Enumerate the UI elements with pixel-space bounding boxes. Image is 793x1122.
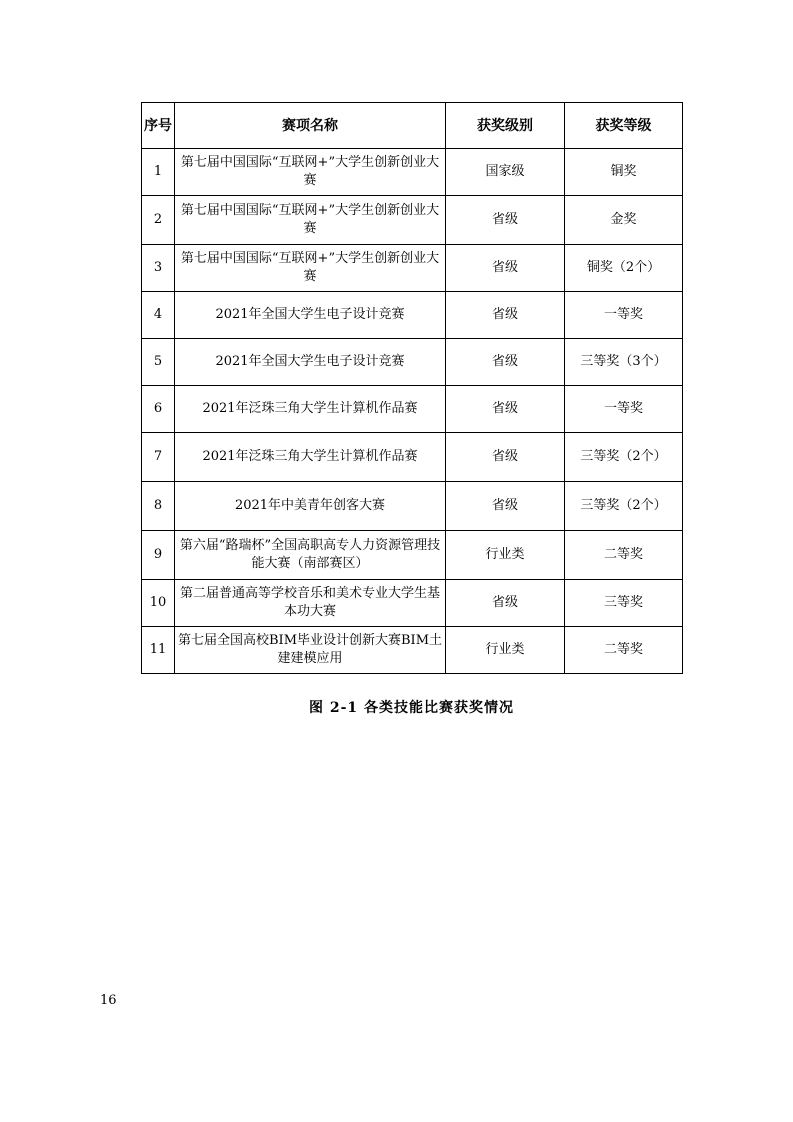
cell-level: 省级	[446, 292, 565, 339]
cell-seq: 4	[142, 292, 175, 339]
table-row	[142, 482, 683, 531]
cell-grade: 三等奖（3个）	[565, 339, 683, 386]
table-row	[142, 386, 683, 433]
table-row	[142, 292, 683, 339]
cell-grade: 三等奖	[565, 580, 683, 627]
cell-name: 2021年中美青年创客大赛	[175, 482, 446, 531]
cell-seq: 7	[142, 433, 175, 482]
cell-level: 省级	[446, 339, 565, 386]
awards-table	[141, 102, 683, 674]
cell-name: 2021年全国大学生电子设计竞赛	[175, 292, 446, 339]
cell-grade: 三等奖（2个）	[565, 433, 683, 482]
cell-grade: 铜奖	[565, 149, 683, 196]
cell-level: 省级	[446, 196, 565, 245]
header-seq: 序号	[142, 103, 175, 149]
header-level: 获奖级别	[446, 103, 565, 149]
cell-grade: 一等奖	[565, 292, 683, 339]
cell-level: 省级	[446, 482, 565, 531]
header-name: 赛项名称	[175, 103, 446, 149]
cell-seq: 9	[142, 531, 175, 580]
cell-seq: 2	[142, 196, 175, 245]
cell-level: 国家级	[446, 149, 565, 196]
cell-level: 省级	[446, 386, 565, 433]
cell-grade: 铜奖（2个）	[565, 245, 683, 292]
table-row	[142, 580, 683, 627]
cell-name: 第七届中国国际“互联网+”大学生创新创业大赛	[175, 149, 446, 196]
cell-grade: 二等奖	[565, 627, 683, 674]
cell-level: 行业类	[446, 627, 565, 674]
table-row	[142, 433, 683, 482]
cell-level: 省级	[446, 580, 565, 627]
cell-name: 第七届中国国际“互联网+”大学生创新创业大赛	[175, 245, 446, 292]
cell-name: 第二届普通高等学校音乐和美术专业大学生基本功大赛	[175, 580, 446, 627]
table-row	[142, 627, 683, 674]
table-header-row	[142, 103, 683, 149]
cell-grade: 一等奖	[565, 386, 683, 433]
cell-seq: 11	[142, 627, 175, 674]
cell-level: 省级	[446, 433, 565, 482]
cell-level: 行业类	[446, 531, 565, 580]
cell-grade: 金奖	[565, 196, 683, 245]
cell-seq: 3	[142, 245, 175, 292]
cell-seq: 8	[142, 482, 175, 531]
cell-level: 省级	[446, 245, 565, 292]
table-row	[142, 531, 683, 580]
table-row	[142, 149, 683, 196]
cell-grade: 三等奖（2个）	[565, 482, 683, 531]
cell-seq: 1	[142, 149, 175, 196]
cell-name: 第七届全国高校BIM毕业设计创新大赛BIM土建建模应用	[175, 627, 446, 674]
cell-seq: 6	[142, 386, 175, 433]
page-number: 16	[100, 993, 117, 1008]
header-grade: 获奖等级	[565, 103, 683, 149]
cell-grade: 二等奖	[565, 531, 683, 580]
table-row	[142, 245, 683, 292]
cell-name: 2021年泛珠三角大学生计算机作品赛	[175, 433, 446, 482]
table-row	[142, 339, 683, 386]
figure-caption: 图 2-1 各类技能比赛获奖情况	[308, 700, 515, 716]
cell-seq: 10	[142, 580, 175, 627]
cell-seq: 5	[142, 339, 175, 386]
cell-name: 第六届“路瑞杯”全国高职高专人力资源管理技能大赛（南部赛区）	[175, 531, 446, 580]
cell-name: 第七届中国国际“互联网+”大学生创新创业大赛	[175, 196, 446, 245]
cell-name: 2021年全国大学生电子设计竞赛	[175, 339, 446, 386]
table-row	[142, 196, 683, 245]
cell-name: 2021年泛珠三角大学生计算机作品赛	[175, 386, 446, 433]
